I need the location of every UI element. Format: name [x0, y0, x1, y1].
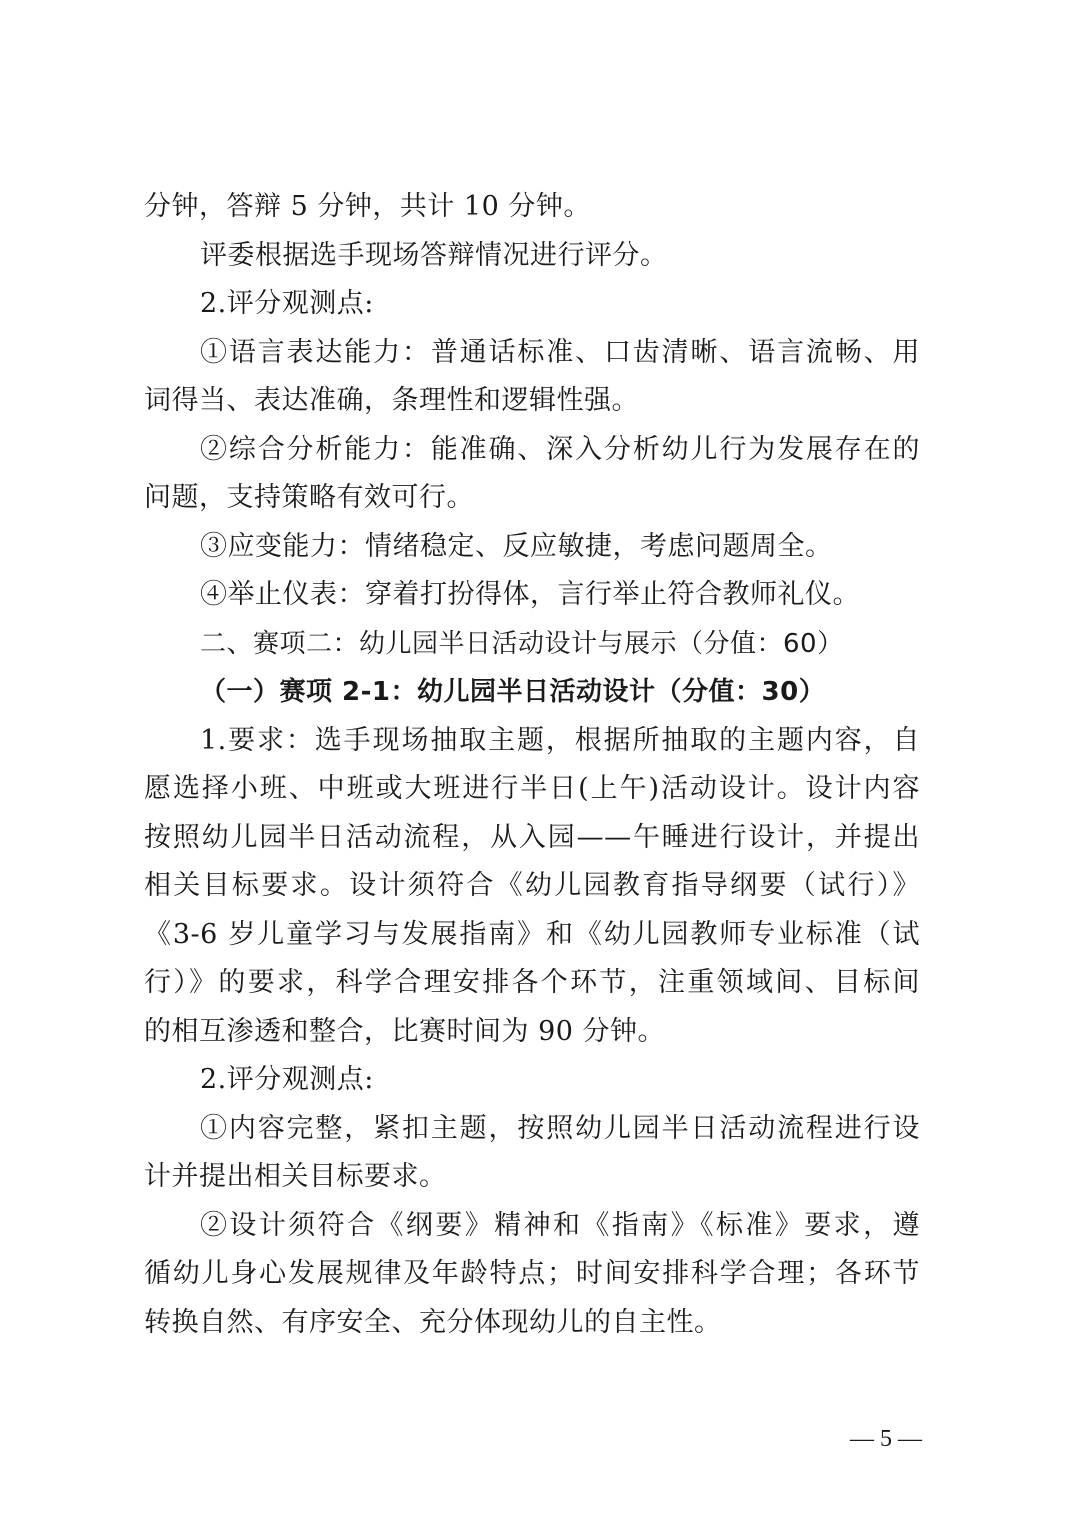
paragraph-line: ②设计须符合《纲要》精神和《指南》《标准》要求，遵	[200, 1209, 920, 1241]
paragraph-line: 愿选择小班、中班或大班进行半日(上午)活动设计。设计内容	[144, 773, 920, 804]
section-heading: 二、赛项二：幼儿园半日活动设计与展示（分值：60）	[200, 628, 844, 659]
paragraph-line: ②综合分析能力：能准确、深入分析幼儿行为发展存在的	[200, 433, 920, 465]
paragraph-line: 分钟，答辩 5 分钟，共计 10 分钟。	[144, 191, 591, 222]
paragraph-line: ③应变能力：情绪稳定、反应敏捷，考虑问题周全。	[200, 530, 833, 562]
paragraph-line: 行）》的要求，科学合理安排各个环节，注重领域间、目标间	[144, 967, 920, 998]
paragraph-line: 循幼儿身心发展规律及年龄特点；时间安排科学合理；各环节	[144, 1258, 920, 1289]
paragraph-line: 相关目标要求。设计须符合《幼儿园教育指导纲要（试行）》	[144, 870, 920, 901]
page-number: — 5 —	[850, 1426, 922, 1452]
document-body	[144, 183, 920, 1347]
paragraph-line: ①语言表达能力：普通话标准、口齿清晰、语言流畅、用	[200, 336, 920, 368]
paragraph-line: 1.要求：选手现场抽取主题，根据所抽取的主题内容，自	[200, 724, 920, 756]
paragraph-line: 评委根据选手现场答辩情况进行评分。	[200, 239, 668, 271]
paragraph-line: 计并提出相关目标要求。	[144, 1161, 447, 1192]
paragraph-line: ①内容完整，紧扣主题，按照幼儿园半日活动流程进行设	[200, 1112, 920, 1144]
paragraph-line: ④举止仪表：穿着打扮得体，言行举止符合教师礼仪。	[200, 579, 860, 610]
paragraph-line: 2.评分观测点:	[200, 288, 374, 319]
paragraph-line: 按照幼儿园半日活动流程，从入园——午睡进行设计，并提出	[144, 821, 920, 853]
paragraph-line: 的相互渗透和整合，比赛时间为 90 分钟。	[144, 1015, 666, 1047]
paragraph-line: 《3-6 岁儿童学习与发展指南》和《幼儿园教师专业标准（试	[144, 918, 920, 950]
paragraph-line: 2.评分观测点:	[200, 1064, 374, 1095]
paragraph-line: 转换自然、有序安全、充分体现幼儿的自主性。	[144, 1306, 722, 1338]
paragraph-line: 问题，支持策略有效可行。	[144, 482, 474, 513]
subsection-heading: （一）赛项 2-1：幼儿园半日活动设计（分值：30）	[200, 677, 826, 707]
paragraph-line: 词得当、表达准确，条理性和逻辑性强。	[144, 385, 639, 416]
